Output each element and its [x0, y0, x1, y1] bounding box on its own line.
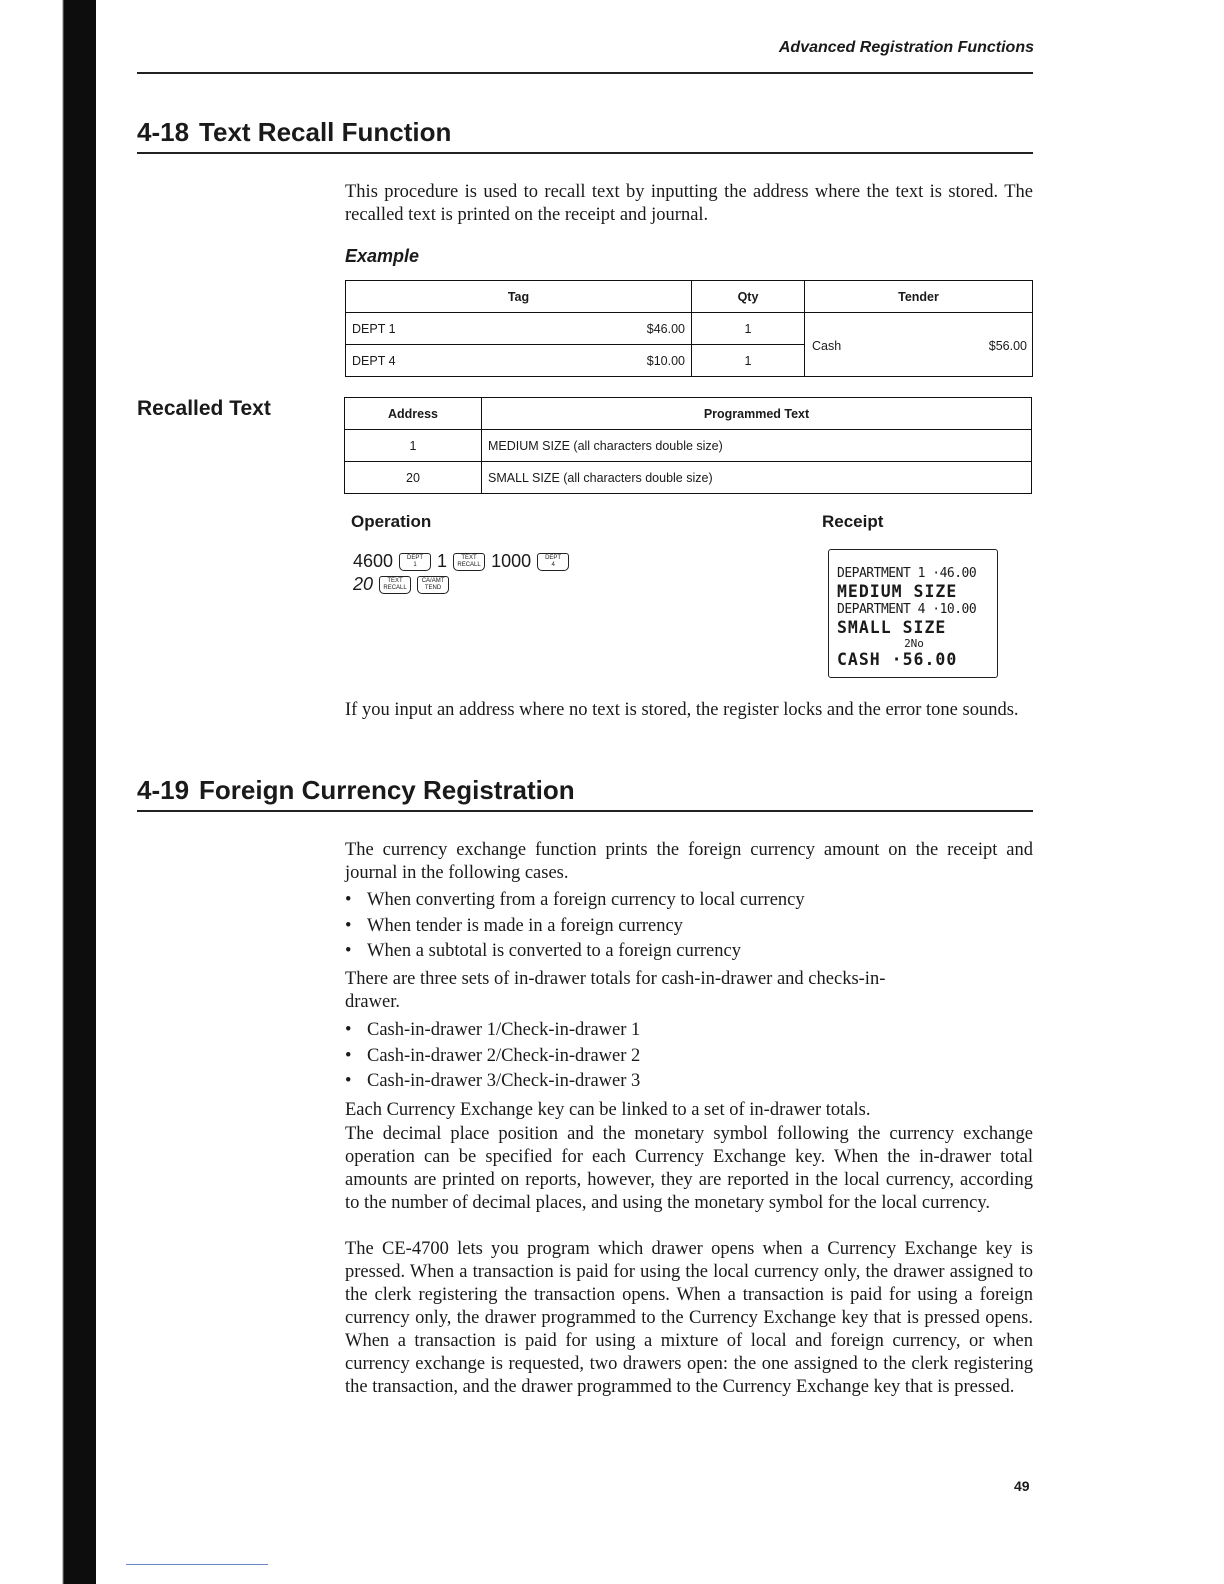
section-number: 4-19: [137, 775, 190, 805]
section-title: Foreign Currency Registration: [199, 775, 575, 805]
recall-table: [344, 397, 1032, 494]
dept-cell: DEPT 4: [346, 345, 528, 377]
header-programmed-text: Programmed Text: [482, 398, 1032, 430]
header-qty: Qty: [692, 281, 805, 313]
running-head: Advanced Registration Functions: [778, 39, 1034, 56]
tender-type: Cash: [812, 339, 842, 353]
table-row: [346, 313, 1033, 345]
op-value: 4600: [353, 551, 394, 571]
header-tag: Tag: [346, 281, 692, 313]
footer-hairline: [126, 1564, 268, 1565]
cases-list: [345, 888, 805, 965]
drawer-paragraph: The CE-4700 lets you program which drawer opens when a Currency Exchange key is pressed. When a transaction is paid for using the local currency only, the drawer assigned to the clerk registering the transaction opens. When a transaction is paid for using a foreign currency only, the drawer programmed to the Currency Exchange key that is pressed opens. When a transaction is paid for using a mixture of local and foreign currency, or when currency exchange is requested, two drawers open: the one assigned to the clerk registering the transaction, and the drawer programmed to the Currency Exchange key that is pressed.: [345, 1239, 1033, 1397]
list-item: • When a subtotal is converted to a foreign currency: [345, 939, 805, 965]
operation-label: Operation: [351, 512, 432, 531]
qty-cell: 1: [692, 345, 805, 377]
tag-table: [345, 280, 1033, 377]
programmed-text-cell: MEDIUM SIZE (all characters double size): [482, 430, 1032, 462]
qty-cell: 1: [692, 313, 805, 345]
table-row: [345, 462, 1032, 494]
amount-cell: $10.00: [527, 345, 691, 377]
list-item: • Cash-in-drawer 2/Check-in-drawer 2: [345, 1044, 640, 1070]
text-recall-key: TEXT RECALL: [379, 576, 411, 594]
section-number: 4-18: [137, 117, 190, 147]
section-title: Text Recall Function: [199, 117, 452, 147]
decimal-paragraph: The decimal place position and the monetary symbol following the currency exchange operation can be specified for each Currency Exchange key. When the in-drawer total amounts are printed on reports, however, they are reported in the local currency, according to the number of decimal places, and using the monetary symbol for the local currency.: [345, 1124, 1033, 1213]
linked-paragraph: Each Currency Exchange key can be linked to a set of in-drawer totals.: [345, 1100, 871, 1120]
operation-line-1: [353, 551, 569, 572]
recalled-text-label: Recalled Text: [137, 397, 271, 420]
tender-cell: [805, 313, 1033, 377]
address-cell: 1: [345, 430, 482, 462]
table-header-row: [346, 281, 1033, 313]
receipt-line: MEDIUM SIZE: [837, 582, 958, 601]
list-item: • When converting from a foreign currency to local currency: [345, 888, 805, 914]
section-18-intro: This procedure is used to recall text by inputting the address where the text is stored. The recalled text is printed on the receipt and journal.: [345, 182, 1033, 225]
section-18-note: If you input an address where no text is stored, the register locks and the error tone sounds.: [345, 700, 1019, 720]
list-item: • Cash-in-drawer 3/Check-in-drawer 3: [345, 1069, 640, 1095]
receipt-line: 2No: [904, 637, 924, 650]
op-value: 1: [437, 551, 448, 571]
dept-1-key: DEPT 1: [399, 553, 431, 571]
tender-amount: $56.00: [988, 339, 1027, 353]
page-binding-edge: [0, 0, 96, 1584]
page-number: 49: [1014, 1478, 1030, 1494]
header-address: Address: [345, 398, 482, 430]
amount-cell: $46.00: [527, 313, 691, 345]
list-item: • When tender is made in a foreign currency: [345, 914, 805, 940]
dept-cell: DEPT 1: [346, 313, 528, 345]
drawer-sets-list: [345, 1018, 640, 1095]
drawer-intro: There are three sets of in-drawer totals for cash-in-drawer and checks-in-drawer.: [345, 969, 886, 1012]
receipt-line: CASH ·56.00: [837, 650, 958, 669]
section-19-rule: [137, 810, 1033, 812]
operation-line-2: [353, 574, 449, 595]
table-row: [345, 430, 1032, 462]
programmed-text-cell: SMALL SIZE (all characters double size): [482, 462, 1032, 494]
receipt-line: SMALL SIZE: [837, 618, 947, 637]
receipt-printout: [828, 549, 998, 678]
example-label: Example: [345, 246, 420, 266]
text-recall-key: TEXT RECALL: [453, 553, 485, 571]
header-rule: [137, 72, 1033, 74]
dept-4-key: DEPT 4: [537, 553, 569, 571]
op-value: 1000: [491, 551, 532, 571]
table-header-row: [345, 398, 1032, 430]
section-18-heading: [137, 117, 461, 148]
op-value: 20: [353, 574, 374, 594]
receipt-line: DEPARTMENT 1 ·46.00: [837, 566, 977, 581]
address-cell: 20: [345, 462, 482, 494]
receipt-line: DEPARTMENT 4 ·10.00: [837, 602, 977, 617]
list-item: • Cash-in-drawer 1/Check-in-drawer 1: [345, 1018, 640, 1044]
section-18-rule: [137, 152, 1033, 154]
receipt-label: Receipt: [822, 512, 884, 531]
section-19-intro: The currency exchange function prints the foreign currency amount on the receipt and journal in the following cases.: [345, 840, 1033, 883]
header-tender: Tender: [805, 281, 1033, 313]
section-19-heading: [137, 775, 585, 806]
ca-amt-tend-key: CA/AMT TEND: [417, 576, 449, 594]
